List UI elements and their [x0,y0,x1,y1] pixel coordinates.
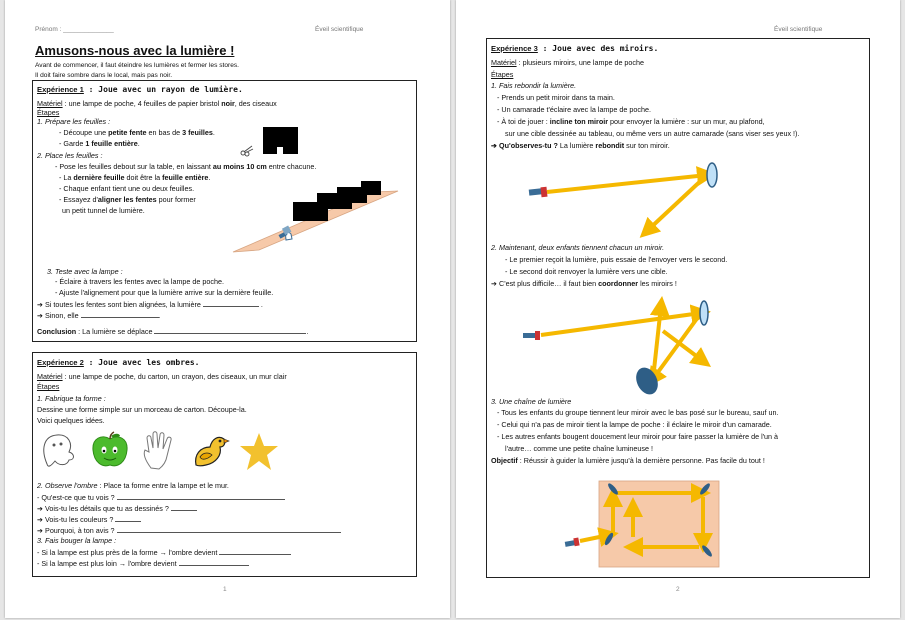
exp1-step2-b [59,174,210,181]
exp2-etapes: Étapes [37,382,60,391]
mirror-bounce-diagram [527,161,777,241]
text: : La lumière se déplace [76,327,153,336]
text: - Garde [59,139,86,148]
exp3-step3-a: - Tous les enfants du groupe tiennent leur miroir avec le bas posé sur le bureau, sauf un. [497,408,779,417]
exp1-step2: 2. Place les feuilles : [37,151,103,160]
exp2-materiel [37,373,287,380]
text-bold: Conclusion [37,327,77,336]
experience-1-box [32,80,417,342]
text: - La [59,173,74,182]
exp2-question-6 [37,559,249,567]
exp1-step2-e: un petit tunnel de lumière. [62,206,145,215]
text: ➔ [491,141,500,150]
exp3-step1: 1. Fais rebondir la lumière. [491,81,577,90]
text: : Place ta forme entre la lampe et le mur. [97,481,229,490]
exp3-step1-c [497,118,765,125]
page-1 [5,0,450,618]
page-title: Amusons-nous avec la lumière ! [35,43,235,58]
text-bold: coordonner [598,279,639,288]
exp2-question-5 [37,548,291,556]
text-bold: incline ton miroir [549,117,609,126]
flashlight-icon [523,331,540,340]
cut-card-illustration [263,127,299,155]
answer-blank[interactable] [117,493,285,500]
text: pour envoyer la lumière : sur un mur, au plafond, [608,117,765,126]
exp3-label: Expérience 3 [491,44,538,53]
text: - Découpe une [59,128,109,137]
experience-3-box [486,38,870,578]
exp1-materiel [37,100,277,107]
text-bold: Qu'observes-tu ? [499,141,558,150]
mirror-icon [632,364,662,398]
materiel-label: Matériel [37,372,63,381]
text: : plusieurs miroirs, une lampe de poche [516,58,645,67]
text-bold: au moins 10 cm [212,162,267,171]
bird-icon [190,431,230,471]
exp2-question-4 [37,526,341,534]
text: entre chacune. [266,162,317,171]
exp1-step2-a [55,163,316,170]
exp3-step1-b: - Un camarade t'éclaire avec la lampe de poche. [497,105,651,114]
intro-line-1: Avant de commencer, il faut éteindre les lumières et fermer les stores. [35,62,240,69]
text: pour former [156,195,196,204]
flashlight-icon [565,538,580,547]
text-bold: petite fente [108,128,147,137]
exp3-materiel [491,59,644,66]
exp2-step1-a: Dessine une forme simple sur un morceau de carton. Découpe-la. [37,405,247,414]
exp1-step3-b: - Ajuste l'alignement pour que la lumière arrive sur la dernière feuille. [55,288,274,297]
text: - Pose les feuilles debout sur la table, en laissant [55,162,213,171]
flashlight-icon [529,187,548,198]
exp3-step2: 2. Maintenant, deux enfants tiennent chacun un miroir. [491,243,665,252]
text: - Si la lampe est plus près de la forme → l'ombre devient [37,548,218,557]
exp2-step3: 3. Fais bouger la lampe : [37,536,117,545]
exp1-heading [37,86,243,94]
text-bold: Objectif [491,456,518,465]
text: ➔ Si toutes les fentes sont bien alignées, la lumière [37,300,201,309]
text: La lumière [557,141,596,150]
exp3-heading [491,45,658,53]
text: . [208,173,211,182]
header-subject: Éveil scientifique [774,26,823,33]
exp3-step3: 3. Une chaîne de lumière [491,397,572,406]
materiel-label: Matériel [37,99,63,108]
materiel-bold: noir [221,99,235,108]
text: ➔ Sinon, elle [37,311,79,320]
exp2-step2 [37,482,229,489]
exp1-result-2: ➔ Sinon, elle . [37,311,161,320]
text: 3. Teste avec la lampe : [47,267,123,276]
exp1-title: : Joue avec un rayon de lumière. [83,85,243,94]
exp3-step3-c: - Les autres enfants bougent doucement leur miroir pour faire passer la lumière de l'un à [497,432,779,441]
exp3-etapes: Étapes [491,70,514,79]
exp3-title: : Joue avec des miroirs. [537,44,659,53]
exp2-step1: 1. Fabrique ta forme : [37,394,106,403]
exp3-step2-b: - Le second doit renvoyer la lumière vers une cible. [505,267,668,276]
text: sur ton miroir. [624,141,670,150]
exp3-step1-a: - Prends un petit miroir dans ta main. [497,93,615,102]
exp1-step3-a: - Éclaire à travers les fentes avec la lampe de poche. [55,277,224,286]
text: doit être la [124,173,163,182]
text: . [212,128,215,137]
exp2-title: : Joue avec les ombres. [83,358,200,367]
apple-icon [90,430,130,470]
star-icon [239,432,279,472]
text: ➔ Vois-tu les couleurs ? [37,515,114,524]
exp1-step2-d [59,196,196,203]
text: - Essayez d' [59,195,98,204]
text: ➔ Pourquoi, à ton avis ? [37,526,115,535]
exp1-step3 [47,268,123,275]
exp2-question-3 [37,515,141,523]
page-2 [456,0,900,618]
exp3-step3-d: l'autre… comme une petite chaîne lumineuse ! [505,444,653,453]
exp2-question-2 [37,504,197,512]
text-bold: aligner les fentes [97,195,157,204]
text-bold: dernière feuille [73,173,125,182]
text: ➔ C'est plus difficile… il faut bien [491,279,599,288]
text-bold: feuille entière [162,173,209,182]
text: . [137,139,140,148]
light-tunnel-illustration [233,178,403,258]
exp1-step1-b [59,140,140,147]
light-chain-diagram [563,477,753,573]
text: les miroirs ! [638,279,677,288]
header-subject: Éveil scientifique [315,26,364,33]
hand-icon [139,430,181,472]
intro-line-2: Il doit faire sombre dans le local, mais pas noir. [35,72,173,79]
exp2-step1-b: Voici quelques idées. [37,416,105,425]
mirror-icon [707,163,717,187]
exp3-step1-d: sur une cible dessinée au tableau, ou même vers un autre camarade (sans viser ses yeux !). [505,129,800,138]
materiel-label: Matériel [491,58,517,67]
text: 2. Observe l'ombre [37,481,98,490]
text: - Qu'est-ce que tu vois ? [37,493,115,502]
answer-blank[interactable] [203,300,259,307]
text: - À toi de jouer : [497,117,550,126]
name-field-label: Prénom : ______________ [35,26,114,33]
exp3-step2-a: - Le premier reçoit la lumière, puis essaie de l'envoyer vers le second. [505,255,728,264]
exp1-etapes: Étapes [37,108,60,117]
exp1-step1-a [59,129,215,136]
exp2-label: Expérience 2 [37,358,84,367]
answer-blank[interactable] [117,526,341,533]
page-number: 2 [676,586,680,593]
text: ➔ Vois-tu les détails que tu as dessinés ? [37,504,169,513]
text-bold: rebondit [595,141,625,150]
mirror-icon [700,301,708,325]
text: : une lampe de poche, du carton, un crayon, des ciseaux, un mur clair [62,372,287,381]
answer-blank[interactable] [115,515,141,522]
exp2-heading [37,359,199,367]
answer-blank[interactable] [179,559,249,566]
answer-blank[interactable] [171,504,197,511]
page-number: 1 [223,586,227,593]
text-bold: 3 feuilles [182,128,213,137]
exp1-conclusion: Conclusion : La lumière se déplace . [37,327,309,336]
scissors-icon [240,145,254,157]
exp1-label: Expérience 1 [37,85,84,94]
materiel-text: : une lampe de poche, 4 feuilles de papier bristol [62,99,222,108]
two-mirrors-diagram [523,291,773,401]
exp3-observation [491,142,670,149]
exp3-step3-b: - Celui qui n'a pas de miroir tient la lampe de poche : il éclaire le miroir d'un camarade. [497,420,772,429]
answer-blank[interactable] [154,327,306,334]
materiel-text-end: , des ciseaux [234,99,277,108]
exp1-step2-c: - Chaque enfant tient une ou deux feuilles. [59,184,195,193]
text: en bas de [146,128,183,137]
ghost-icon [39,430,79,470]
exp3-objective [491,457,765,464]
exp3-step2-c [491,280,677,287]
exp1-step1: 1. Prépare les feuilles : [37,117,111,126]
text-bold: 1 feuille entière [85,139,138,148]
text: - Si la lampe est plus loin → l'ombre devient [37,559,177,568]
exp1-result-1: ➔ Si toutes les fentes sont bien alignées, la lumière . [37,300,263,309]
answer-blank[interactable] [219,548,291,555]
exp2-question-1 [37,493,285,501]
answer-blank[interactable] [81,311,159,318]
experience-2-box [32,352,417,577]
text: : Réussir à guider la lumière jusqu'à la dernière personne. Pas facile du tout ! [517,456,765,465]
